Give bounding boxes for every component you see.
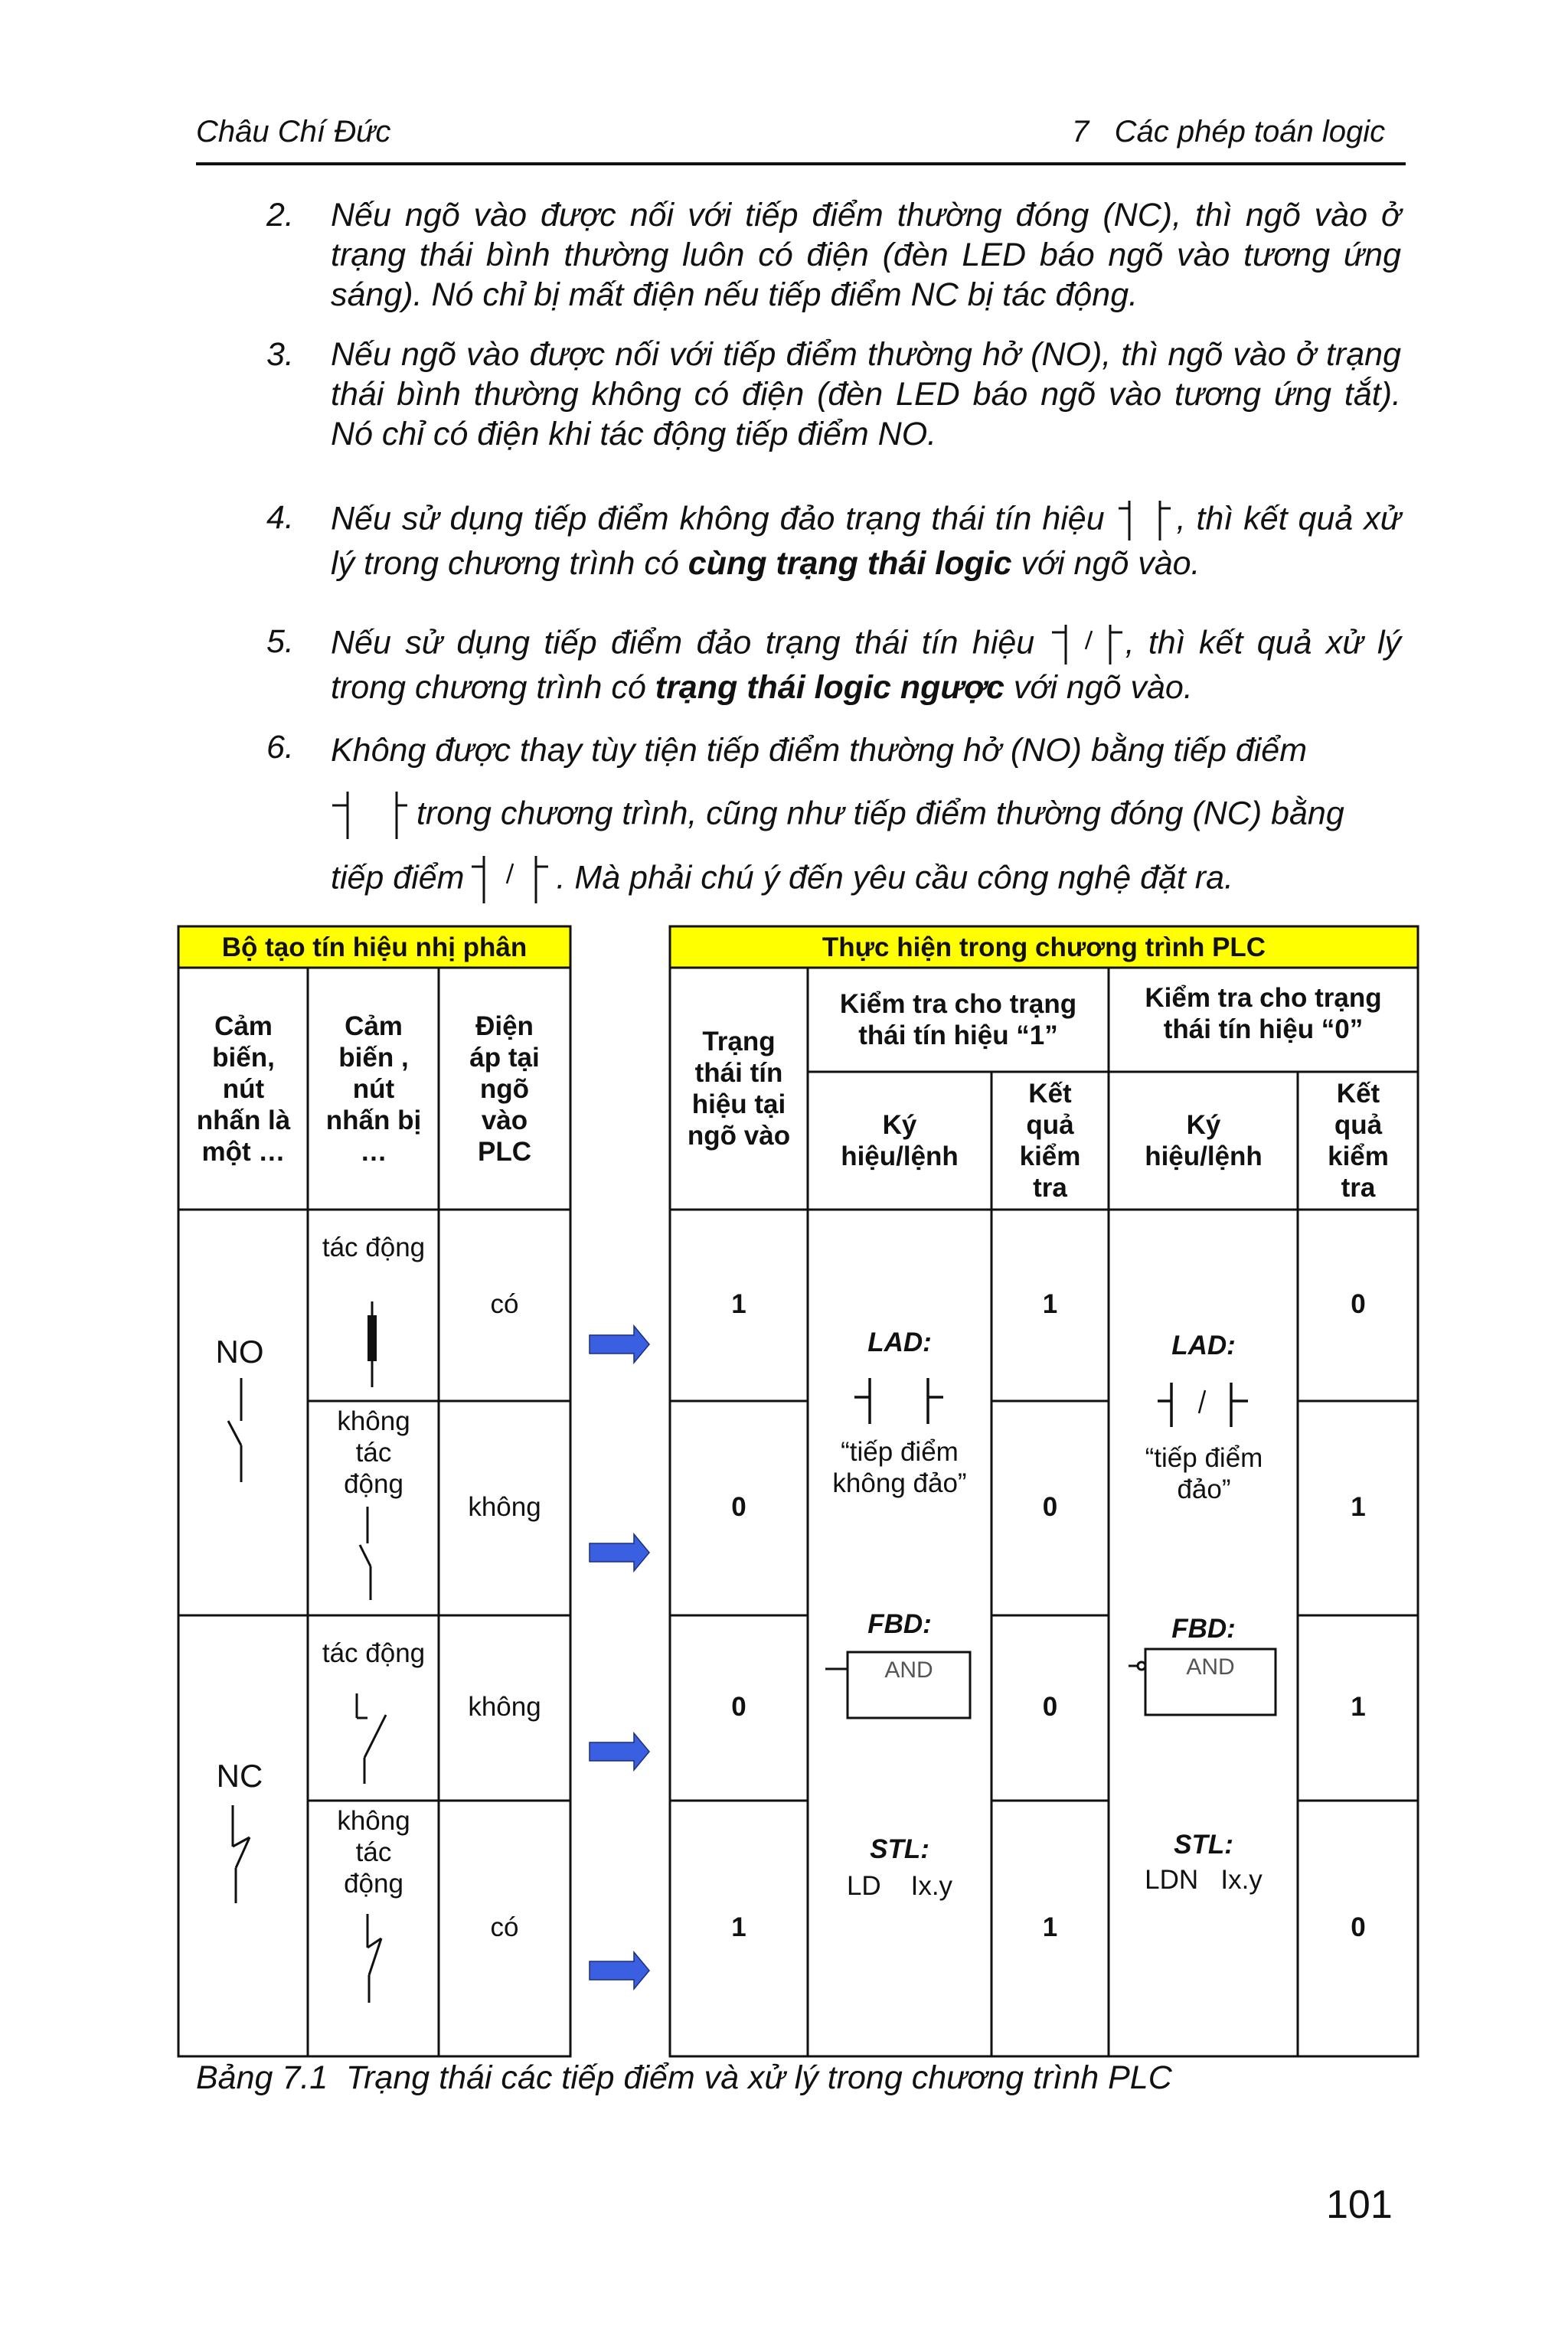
item-text-b: trong chương trình, cũng như tiếp điểm thường đóng (NC) bằng (407, 795, 1344, 832)
type-no-label: NO (215, 1333, 264, 1370)
row1-voltage: có (490, 1288, 519, 1319)
arrow-icon (590, 1952, 649, 1989)
row4-result0: 0 (1351, 1912, 1366, 1942)
col-header-result-0: Kết quả kiểm tra (1328, 1079, 1389, 1203)
row3-input: 0 (731, 1691, 746, 1722)
item-line-1: Không được thay tùy tiện tiếp điểm thường hở (NO) bằng tiếp điểm (331, 732, 1308, 769)
item-text: Nếu ngõ vào được nối với tiếp điểm thường hở (NO), thì ngõ vào ở trạng thái bình thường không có điện (đèn LED báo ngõ vào tương ứng tắt). Nó chỉ có điện khi tác động tiếp điểm NO. (331, 336, 1401, 452)
row3-voltage: không (468, 1691, 541, 1722)
row1-state: tác động (322, 1232, 426, 1262)
arrows (590, 1326, 649, 1989)
row2-input: 0 (731, 1491, 746, 1522)
type-nc-label: NC (216, 1757, 263, 1794)
item-text-b: , thì kết quả xử lý trong chương trình có (331, 500, 1401, 582)
no-idle-icon (360, 1507, 371, 1600)
row2-result1: 0 (1042, 1491, 1058, 1522)
nc-switch-icon (233, 1805, 250, 1903)
stl-label-0: STL: (1174, 1829, 1233, 1860)
col-header-input-state: Trạng thái tín hiệu tại ngõ vào (687, 1027, 791, 1151)
fbd-and-text-0: AND (1186, 1654, 1235, 1680)
item-text-b: , thì kết quả xử lý trong chương trình có (331, 624, 1401, 706)
row1-result0: 0 (1351, 1288, 1366, 1319)
lad-no-contact-icon (854, 1378, 943, 1424)
item-text-a: Nếu sử dụng tiếp điểm không đảo trạng thái tín hiệu (331, 500, 1116, 537)
item-number: 5. (266, 623, 294, 660)
lad-label-0: LAD: (1171, 1330, 1236, 1360)
nc-idle-icon (368, 1914, 381, 2003)
item-text-c: tiếp điểm (331, 859, 465, 896)
item-number: 6. (266, 729, 294, 766)
row4-state: không tác động (337, 1805, 410, 1899)
col-header-sensor-is: Cảm biến, nút nhấn là một … (196, 1011, 291, 1167)
row4-voltage: có (490, 1912, 519, 1942)
row1-result1: 1 (1042, 1288, 1058, 1319)
col-header-symbol-0: Ký hiệu/lệnh (1145, 1110, 1263, 1171)
item-text-d: . Mà phải chú ý đến yêu cầu công nghệ đặt ra. (556, 859, 1233, 896)
col-header-check1: Kiểm tra cho trạng thái tín hiệu “1” (839, 989, 1077, 1050)
col-header-voltage: Điện áp tại ngõ vào PLC (469, 1011, 540, 1167)
stl-instruction-0: LDN Ix.y (1145, 1864, 1263, 1895)
item-text-bold: cùng trạng thái logic (688, 545, 1012, 582)
fbd-and-text-1: AND (884, 1657, 933, 1683)
lad-nc-desc: “tiếp điểm đảo” (1145, 1443, 1263, 1504)
row3-state: tác động (322, 1638, 426, 1668)
arrow-icon (590, 1534, 649, 1571)
arrow-icon (590, 1326, 649, 1363)
stl-instruction-1: LD Ix.y (846, 1870, 953, 1901)
fbd-label-1: FBD: (867, 1608, 932, 1639)
item-text-c: với ngõ vào. (1011, 545, 1200, 582)
row2-result0: 1 (1351, 1491, 1366, 1522)
row3-result1: 0 (1042, 1691, 1058, 1722)
page-number: 101 (1326, 2183, 1393, 2227)
item-text-bold: trạng thái logic ngược (655, 669, 1004, 706)
arrow-icon (590, 1733, 649, 1770)
header-author: Châu Chí Đức (196, 115, 391, 149)
stl-label-1: STL: (870, 1834, 929, 1864)
row2-state: không tác động (337, 1406, 410, 1499)
item-text-c: với ngõ vào. (1004, 669, 1193, 706)
col-header-check0: Kiểm tra cho trạng thái tín hiệu “0” (1145, 983, 1382, 1044)
no-switch-icon (228, 1378, 241, 1482)
item-number: 4. (266, 499, 294, 536)
col-header-symbol-1: Ký hiệu/lệnh (841, 1110, 959, 1171)
no-actuated-icon (368, 1301, 377, 1387)
row2-voltage: không (468, 1491, 541, 1522)
table-caption: Bảng 7.1 Trạng thái các tiếp điểm và xử lý trong chương trình PLC (196, 2059, 1172, 2096)
col-header-sensor-state: Cảm biến , nút nhấn bị … (325, 1011, 422, 1167)
lad-label-1: LAD: (867, 1327, 932, 1357)
item-number: 2. (266, 197, 294, 233)
header-chapter: 7 Các phép toán logic (1072, 115, 1386, 149)
item-number: 3. (266, 336, 294, 373)
right-title: Thực hiện trong chương trình PLC (822, 932, 1266, 962)
lad-nc-contact-icon (1158, 1383, 1248, 1427)
fbd-label-0: FBD: (1171, 1613, 1236, 1644)
item-text-a: Nếu sử dụng tiếp điểm đảo trạng thái tín hiệu (331, 624, 1049, 661)
nc-actuated-icon (357, 1693, 386, 1784)
item-text: Nếu ngõ vào được nối với tiếp điểm thường đóng (NC), thì ngõ vào ở trạng thái bình thường luôn có điện (đèn LED báo ngõ vào tương ứng sáng). Nó chỉ bị mất điện nếu tiếp điểm NC bị tác động. (331, 197, 1401, 313)
row3-result0: 1 (1351, 1691, 1366, 1722)
row1-input: 1 (731, 1288, 746, 1319)
row4-result1: 1 (1042, 1912, 1058, 1942)
col-header-result-1: Kết quả kiểm tra (1019, 1079, 1081, 1203)
left-title: Bộ tạo tín hiệu nhị phân (221, 932, 528, 962)
row4-input: 1 (731, 1912, 746, 1942)
lad-no-desc: “tiếp điểm không đảo” (832, 1437, 967, 1498)
